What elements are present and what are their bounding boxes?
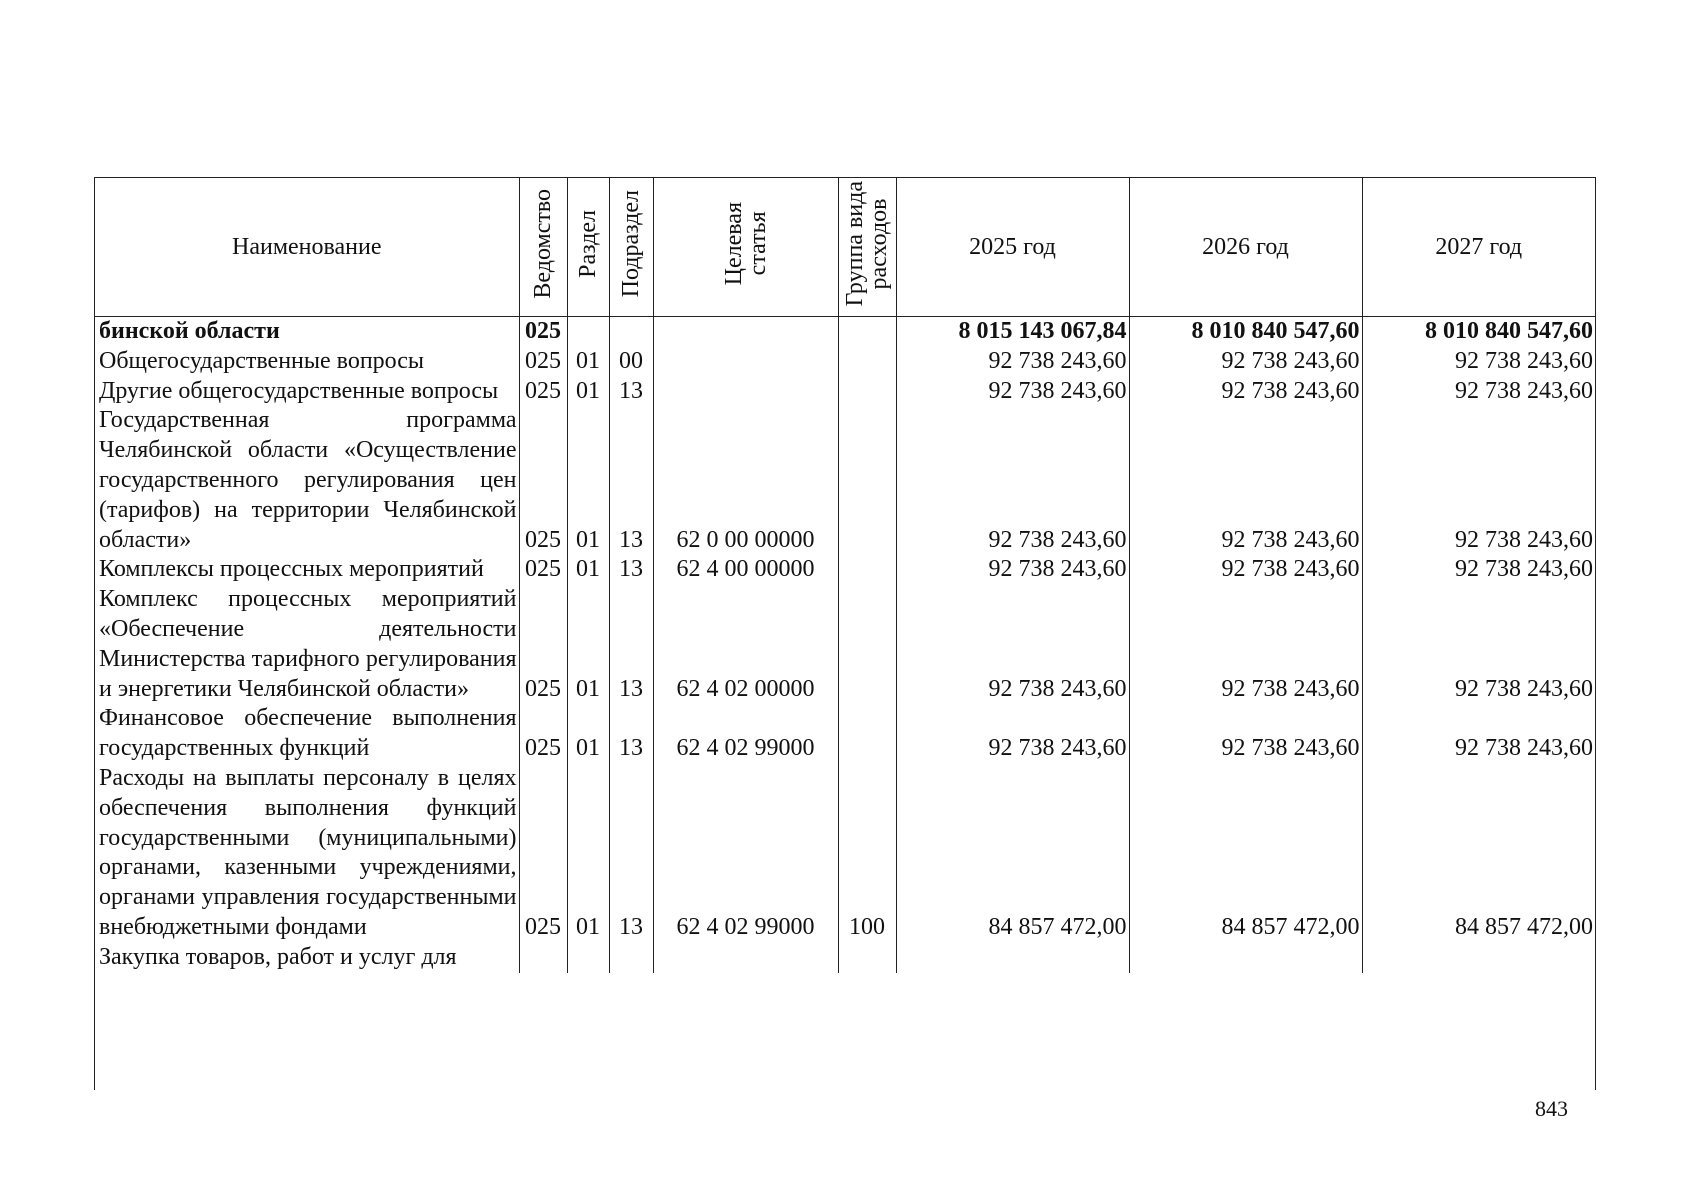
header-2027: 2027 год bbox=[1362, 178, 1595, 317]
cell-2026: 8 010 840 547,60 bbox=[1129, 317, 1362, 347]
cell-2026: 92 738 243,60 bbox=[1129, 555, 1362, 585]
cell-2026 bbox=[1129, 943, 1362, 973]
cell-2027: 92 738 243,60 bbox=[1362, 347, 1595, 377]
header-celevaya-statya: Целевая статья bbox=[653, 178, 838, 317]
table-row bbox=[95, 406, 1595, 555]
cell-name: Расходы на выплаты персоналу в целях обеспечения выполнения функций государственными (муниципальными) органами, казенными учреждениями, органами управления государственными внебюджетными фондами bbox=[99, 764, 517, 940]
cell-vedomstvo: 025 bbox=[519, 764, 567, 943]
cell-podrazdel: 13 bbox=[609, 377, 653, 407]
cell-gruppa-vida bbox=[838, 555, 896, 585]
header-razdel: Раздел bbox=[567, 178, 609, 317]
cell-razdel: 01 bbox=[567, 764, 609, 943]
cell-2025 bbox=[896, 943, 1129, 973]
budget-table bbox=[95, 178, 1595, 973]
cell-name: Государственная программа Челябинской области «Осуществление государственного регулирования цен (тарифов) на территории Челябинской области» bbox=[99, 407, 517, 553]
cell-vedomstvo bbox=[519, 943, 567, 973]
cell-razdel: 01 bbox=[567, 347, 609, 377]
cell-gruppa-vida bbox=[838, 943, 896, 973]
cell-razdel: 01 bbox=[567, 704, 609, 764]
cell-gruppa-vida: 100 bbox=[838, 764, 896, 943]
table-row bbox=[95, 943, 1595, 973]
cell-celevaya-statya bbox=[653, 377, 838, 407]
cell-2027: 92 738 243,60 bbox=[1362, 585, 1595, 704]
cell-podrazdel: 13 bbox=[609, 704, 653, 764]
cell-name: Комплексы процессных мероприятий bbox=[99, 556, 484, 583]
cell-vedomstvo: 025 bbox=[519, 555, 567, 585]
cell-2025: 8 015 143 067,84 bbox=[896, 317, 1129, 347]
cell-2026: 92 738 243,60 bbox=[1129, 406, 1362, 555]
table-row bbox=[95, 555, 1595, 585]
cell-name: Другие общегосударственные вопросы bbox=[99, 377, 499, 404]
table-row bbox=[95, 317, 1595, 347]
cell-gruppa-vida bbox=[838, 585, 896, 704]
header-podrazdel: Подраздел bbox=[609, 178, 653, 317]
page-number: 843 bbox=[1535, 1096, 1568, 1121]
cell-razdel: 01 bbox=[567, 585, 609, 704]
cell-podrazdel: 13 bbox=[609, 555, 653, 585]
cell-razdel: 01 bbox=[567, 406, 609, 555]
cell-2025: 84 857 472,00 bbox=[896, 764, 1129, 943]
cell-podrazdel: 13 bbox=[609, 585, 653, 704]
budget-table-container bbox=[94, 177, 1596, 1090]
cell-gruppa-vida bbox=[838, 377, 896, 407]
cell-2025: 92 738 243,60 bbox=[896, 585, 1129, 704]
cell-celevaya-statya bbox=[653, 943, 838, 973]
header-name: Наименование bbox=[95, 178, 519, 317]
cell-2027: 92 738 243,60 bbox=[1362, 377, 1595, 407]
cell-vedomstvo: 025 bbox=[519, 377, 567, 407]
cell-2026: 92 738 243,60 bbox=[1129, 377, 1362, 407]
cell-2027 bbox=[1362, 943, 1595, 973]
cell-razdel: 01 bbox=[567, 377, 609, 407]
cell-2027: 8 010 840 547,60 bbox=[1362, 317, 1595, 347]
cell-2027: 92 738 243,60 bbox=[1362, 555, 1595, 585]
cell-podrazdel: 00 bbox=[609, 347, 653, 377]
table-row bbox=[95, 585, 1595, 704]
cell-vedomstvo: 025 bbox=[519, 704, 567, 764]
cell-2027: 84 857 472,00 bbox=[1362, 764, 1595, 943]
cell-2026: 92 738 243,60 bbox=[1129, 704, 1362, 764]
cell-2026: 92 738 243,60 bbox=[1129, 347, 1362, 377]
table-row bbox=[95, 347, 1595, 377]
table-row bbox=[95, 704, 1595, 764]
cell-vedomstvo: 025 bbox=[519, 585, 567, 704]
table-body bbox=[95, 317, 1595, 973]
cell-name: Комплекс процессных мероприятий «Обеспечение деятельности Министерства тарифного регулирования и энергетики Челябинской области» bbox=[99, 586, 517, 702]
cell-razdel: 01 bbox=[567, 555, 609, 585]
cell-razdel bbox=[567, 317, 609, 347]
cell-2025: 92 738 243,60 bbox=[896, 555, 1129, 585]
cell-2025: 92 738 243,60 bbox=[896, 406, 1129, 555]
cell-2025: 92 738 243,60 bbox=[896, 704, 1129, 764]
cell-celevaya-statya: 62 4 02 99000 bbox=[653, 764, 838, 943]
cell-celevaya-statya: 62 0 00 00000 bbox=[653, 406, 838, 555]
cell-name: Закупка товаров, работ и услуг для bbox=[99, 943, 457, 970]
cell-podrazdel bbox=[609, 317, 653, 347]
cell-podrazdel bbox=[609, 943, 653, 973]
cell-celevaya-statya: 62 4 00 00000 bbox=[653, 555, 838, 585]
table-row bbox=[95, 377, 1595, 407]
cell-podrazdel: 13 bbox=[609, 764, 653, 943]
cell-name: Финансовое обеспечение выполнения государственных функций bbox=[99, 705, 517, 762]
cell-2025: 92 738 243,60 bbox=[896, 347, 1129, 377]
cell-celevaya-statya bbox=[653, 347, 838, 377]
cell-2027: 92 738 243,60 bbox=[1362, 406, 1595, 555]
cell-2027: 92 738 243,60 bbox=[1362, 704, 1595, 764]
table-header-row bbox=[95, 178, 1595, 317]
table-row bbox=[95, 764, 1595, 943]
cell-celevaya-statya bbox=[653, 317, 838, 347]
cell-name: бинской области bbox=[99, 318, 280, 344]
cell-2026: 92 738 243,60 bbox=[1129, 585, 1362, 704]
cell-celevaya-statya: 62 4 02 99000 bbox=[653, 704, 838, 764]
cell-celevaya-statya: 62 4 02 00000 bbox=[653, 585, 838, 704]
header-2025: 2025 год bbox=[896, 178, 1129, 317]
cell-razdel bbox=[567, 943, 609, 973]
cell-gruppa-vida bbox=[838, 704, 896, 764]
header-2026: 2026 год bbox=[1129, 178, 1362, 317]
cell-vedomstvo: 025 bbox=[519, 347, 567, 377]
header-gruppa-vida-rashodov: Группа вида расходов bbox=[838, 178, 896, 317]
cell-gruppa-vida bbox=[838, 317, 896, 347]
header-vedomstvo: Ведомство bbox=[519, 178, 567, 317]
cell-2025: 92 738 243,60 bbox=[896, 377, 1129, 407]
cell-vedomstvo: 025 bbox=[519, 406, 567, 555]
cell-vedomstvo: 025 bbox=[519, 317, 567, 347]
cell-2026: 84 857 472,00 bbox=[1129, 764, 1362, 943]
cell-podrazdel: 13 bbox=[609, 406, 653, 555]
cell-gruppa-vida bbox=[838, 406, 896, 555]
cell-name: Общегосударственные вопросы bbox=[99, 347, 425, 374]
cell-gruppa-vida bbox=[838, 347, 896, 377]
